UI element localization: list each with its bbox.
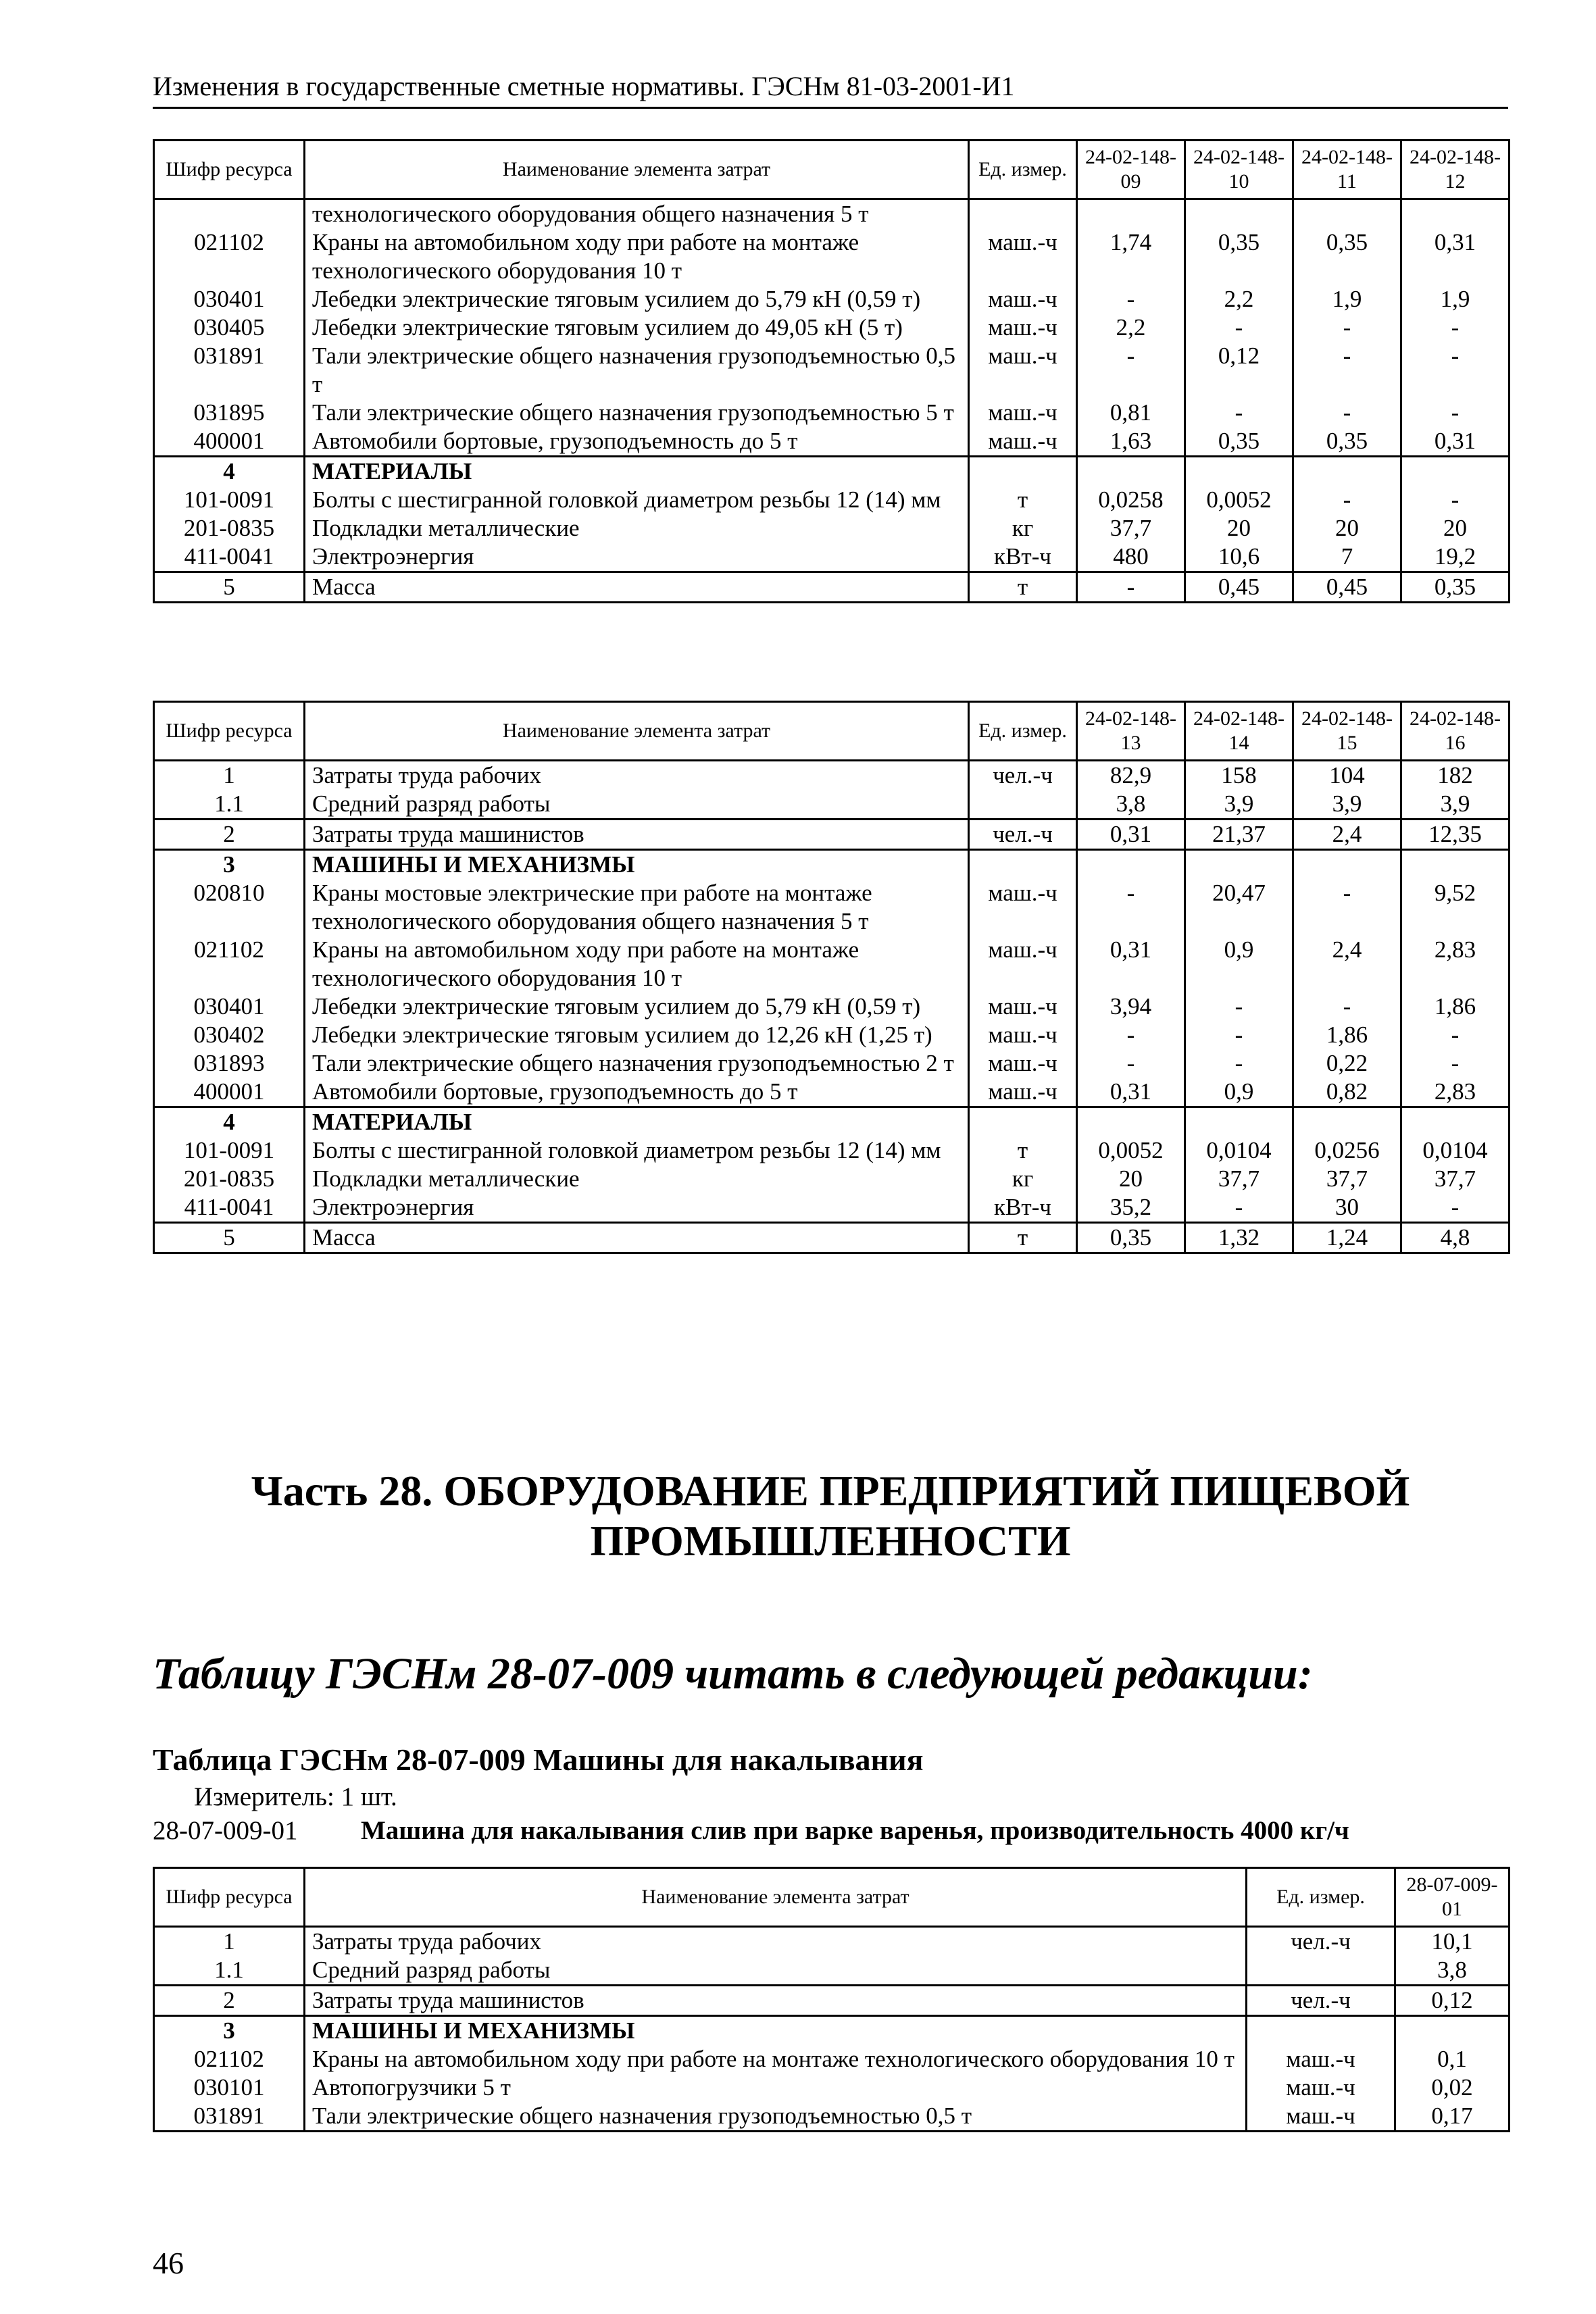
value-cell (1401, 199, 1510, 229)
unit-cell: кг (969, 1165, 1077, 1193)
value-cell (1185, 850, 1293, 880)
table-row (154, 2073, 1510, 2102)
value-cell (1293, 199, 1401, 229)
value-cell: 0,0104 (1401, 1136, 1510, 1165)
value-cell: - (1185, 1193, 1293, 1223)
value-cell: - (1401, 313, 1510, 342)
measure-unit: Измеритель: 1 шт. (194, 1782, 397, 1811)
unit-cell: маш.-ч (969, 285, 1077, 313)
cost-item-name: технологического оборудования общего назначения 5 т (305, 199, 969, 229)
unit-cell (1247, 1956, 1395, 1986)
resource-code: 5 (154, 1223, 305, 1253)
value-cell (1401, 1107, 1510, 1137)
column-header: Ед. измер. (969, 141, 1077, 199)
value-cell (1077, 457, 1185, 486)
table-row (154, 1021, 1510, 1049)
table-row (154, 199, 1510, 229)
value-cell: 0,35 (1077, 1223, 1185, 1253)
value-cell: - (1077, 879, 1185, 936)
cost-item-name: МАТЕРИАЛЫ (305, 1107, 969, 1137)
table-row (154, 1986, 1510, 2016)
cost-item-name: Краны на автомобильном ходу при работе на монтаже технологического оборудования 10 т (305, 936, 969, 992)
table-row (154, 285, 1510, 313)
resource-code: 400001 (154, 427, 305, 457)
value-cell: 2,83 (1401, 1078, 1510, 1107)
unit-cell: т (969, 572, 1077, 603)
column-header: Шифр ресурса (154, 1868, 305, 1927)
table-row (154, 879, 1510, 936)
unit-cell: чел.-ч (969, 820, 1077, 850)
value-cell: 20,47 (1185, 879, 1293, 936)
value-cell: 104 (1293, 761, 1401, 790)
value-cell: 21,37 (1185, 820, 1293, 850)
value-cell (1185, 457, 1293, 486)
value-cell: 0,35 (1293, 228, 1401, 285)
resource-code: 5 (154, 572, 305, 603)
value-cell: - (1077, 285, 1185, 313)
table-row (154, 2045, 1510, 2073)
resource-code: 021102 (154, 2045, 305, 2073)
table-row (154, 761, 1510, 790)
value-cell: - (1293, 486, 1401, 514)
resource-code: 1 (154, 1927, 305, 1957)
value-cell: 1,74 (1077, 228, 1185, 285)
cost-item-name: Лебедки электрические тяговым усилием до 12,26 кН (1,25 т) (305, 1021, 969, 1049)
value-cell: 0,35 (1293, 427, 1401, 457)
value-cell: 0,45 (1185, 572, 1293, 603)
column-header: Наименование элемента затрат (305, 141, 969, 199)
value-cell: - (1293, 342, 1401, 399)
value-cell: 182 (1401, 761, 1510, 790)
value-cell (1185, 1107, 1293, 1137)
unit-cell: маш.-ч (969, 1049, 1077, 1078)
unit-cell: маш.-ч (1247, 2045, 1395, 2073)
value-cell: - (1185, 313, 1293, 342)
resource-code: 030401 (154, 285, 305, 313)
value-cell: 0,82 (1293, 1078, 1401, 1107)
value-cell: 0,31 (1401, 427, 1510, 457)
cost-item-name: Подкладки металлические (305, 1165, 969, 1193)
table-row (154, 1136, 1510, 1165)
value-cell: 7 (1293, 543, 1401, 572)
resource-code: 031895 (154, 399, 305, 427)
cost-item-name: Краны на автомобильном ходу при работе на монтаже технологического оборудования 10 т (305, 2045, 1247, 2073)
column-header: Ед. измер. (1247, 1868, 1395, 1927)
value-cell: - (1077, 572, 1185, 603)
resource-code: 030402 (154, 1021, 305, 1049)
value-cell: 1,9 (1293, 285, 1401, 313)
value-cell (1077, 1107, 1185, 1137)
cost-item-name: Краны мостовые электрические при работе на монтаже технологического оборудования общего назначения 5 т (305, 879, 969, 936)
value-cell: 480 (1077, 543, 1185, 572)
value-cell: 2,2 (1077, 313, 1185, 342)
value-cell: 10,1 (1395, 1927, 1510, 1957)
value-cell: 20 (1401, 514, 1510, 543)
cost-item-name: Тали электрические общего назначения грузоподъемностью 5 т (305, 399, 969, 427)
resource-code: 2 (154, 1986, 305, 2016)
cost-item-name: Тали электрические общего назначения грузоподъемностью 0,5 т (305, 342, 969, 399)
resource-table-148-09-12 (153, 139, 1510, 603)
column-header: Шифр ресурса (154, 141, 305, 199)
resource-code: 101-0091 (154, 486, 305, 514)
table-row (154, 850, 1510, 880)
value-cell: 158 (1185, 761, 1293, 790)
header-rule (153, 107, 1508, 109)
resource-code: 020810 (154, 879, 305, 936)
read-as-instruction: Таблицу ГЭСНм 28-07-009 читать в следующей редакции: (153, 1649, 1313, 1699)
resource-code: 201-0835 (154, 1165, 305, 1193)
cost-item-name: Автопогрузчики 5 т (305, 2073, 1247, 2102)
cost-item-name: Лебедки электрические тяговым усилием до 5,79 кН (0,59 т) (305, 285, 969, 313)
cost-item-name: Затраты труда рабочих (305, 761, 969, 790)
value-cell (1077, 850, 1185, 880)
resource-code: 1.1 (154, 790, 305, 820)
value-cell: 4,8 (1401, 1223, 1510, 1253)
value-cell (1293, 457, 1401, 486)
value-cell: 82,9 (1077, 761, 1185, 790)
value-cell: 37,7 (1401, 1165, 1510, 1193)
column-header: 24-02-148-15 (1293, 702, 1401, 761)
value-cell (1293, 1107, 1401, 1137)
table-row (154, 514, 1510, 543)
resource-code: 030405 (154, 313, 305, 342)
cost-item-name: Средний разряд работы (305, 790, 969, 820)
table-row (154, 2102, 1510, 2132)
value-cell: 37,7 (1077, 514, 1185, 543)
cost-item-name: МАШИНЫ И МЕХАНИЗМЫ (305, 850, 969, 880)
value-cell (1293, 850, 1401, 880)
unit-cell: маш.-ч (969, 399, 1077, 427)
value-cell: 0,12 (1395, 1986, 1510, 2016)
resource-code: 021102 (154, 936, 305, 992)
value-cell: 3,9 (1293, 790, 1401, 820)
value-cell: 0,31 (1077, 820, 1185, 850)
value-cell: 0,22 (1293, 1049, 1401, 1078)
unit-cell: маш.-ч (1247, 2102, 1395, 2132)
unit-cell: маш.-ч (969, 992, 1077, 1021)
value-cell: 1,32 (1185, 1223, 1293, 1253)
value-cell: 2,4 (1293, 936, 1401, 992)
value-cell: 3,94 (1077, 992, 1185, 1021)
value-cell: - (1185, 1021, 1293, 1049)
table-row (154, 1165, 1510, 1193)
table-row (154, 1107, 1510, 1137)
value-cell: 1,24 (1293, 1223, 1401, 1253)
resource-code: 400001 (154, 1078, 305, 1107)
table-row (154, 228, 1510, 285)
resource-code: 411-0041 (154, 1193, 305, 1223)
table-row (154, 399, 1510, 427)
value-cell: - (1293, 399, 1401, 427)
table-row (154, 1223, 1510, 1253)
unit-cell: маш.-ч (969, 342, 1077, 399)
unit-cell (969, 850, 1077, 880)
value-cell: 0,0052 (1077, 1136, 1185, 1165)
value-cell: 35,2 (1077, 1193, 1185, 1223)
unit-cell: кВт-ч (969, 543, 1077, 572)
value-cell: 10,6 (1185, 543, 1293, 572)
cost-item-name: МАШИНЫ И МЕХАНИЗМЫ (305, 2016, 1247, 2046)
value-cell: 0,0256 (1293, 1136, 1401, 1165)
cost-item-name: Средний разряд работы (305, 1956, 1247, 1986)
value-cell: 1,86 (1293, 1021, 1401, 1049)
table-title: Таблица ГЭСНм 28-07-009 Машины для накалывания (153, 1742, 924, 1777)
table-header-row (154, 702, 1510, 761)
unit-cell: маш.-ч (1247, 2073, 1395, 2102)
value-cell: 20 (1185, 514, 1293, 543)
value-cell: 0,0258 (1077, 486, 1185, 514)
value-cell: 20 (1077, 1165, 1185, 1193)
value-cell: 0,1 (1395, 2045, 1510, 2073)
resource-code: 031891 (154, 2102, 305, 2132)
resource-code: 031891 (154, 342, 305, 399)
value-cell: 12,35 (1401, 820, 1510, 850)
value-cell: - (1401, 1021, 1510, 1049)
resource-code: 4 (154, 457, 305, 486)
value-cell: - (1185, 399, 1293, 427)
value-cell: 0,17 (1395, 2102, 1510, 2132)
cost-item-name: Электроэнергия (305, 543, 969, 572)
value-cell: 0,31 (1401, 228, 1510, 285)
unit-cell: чел.-ч (1247, 1986, 1395, 2016)
cost-item-name: Краны на автомобильном ходу при работе на монтаже технологического оборудования 10 т (305, 228, 969, 285)
unit-cell: маш.-ч (969, 879, 1077, 936)
column-header: Шифр ресурса (154, 702, 305, 761)
resource-code: 1.1 (154, 1956, 305, 1986)
unit-cell (969, 1107, 1077, 1137)
table-row (154, 936, 1510, 992)
value-cell: - (1401, 486, 1510, 514)
value-cell: 2,83 (1401, 936, 1510, 992)
table-row (154, 1956, 1510, 1986)
value-cell: 37,7 (1293, 1165, 1401, 1193)
table-row (154, 486, 1510, 514)
norm-description: Машина для накалывания слив при варке варенья, производительность 4000 кг/ч (361, 1816, 1349, 1845)
unit-cell (1247, 2016, 1395, 2046)
unit-cell: т (969, 1136, 1077, 1165)
resource-code: 411-0041 (154, 543, 305, 572)
cost-item-name: Тали электрические общего назначения грузоподъемностью 2 т (305, 1049, 969, 1078)
value-cell (1395, 2016, 1510, 2046)
value-cell: 0,81 (1077, 399, 1185, 427)
value-cell: 0,31 (1077, 936, 1185, 992)
cost-item-name: Автомобили бортовые, грузоподъемность до 5 т (305, 1078, 969, 1107)
value-cell: 3,9 (1185, 790, 1293, 820)
table-row (154, 1193, 1510, 1223)
unit-cell: маш.-ч (969, 1021, 1077, 1049)
value-cell: 0,45 (1293, 572, 1401, 603)
value-cell: - (1293, 879, 1401, 936)
cost-item-name: Затраты труда машинистов (305, 820, 969, 850)
norm-code: 28-07-009-01 (153, 1816, 298, 1845)
resource-code: 2 (154, 820, 305, 850)
resource-code: 101-0091 (154, 1136, 305, 1165)
value-cell: 20 (1293, 514, 1401, 543)
unit-cell: т (969, 1223, 1077, 1253)
resource-code: 201-0835 (154, 514, 305, 543)
value-cell: 37,7 (1185, 1165, 1293, 1193)
table-row (154, 1927, 1510, 1957)
value-cell: - (1077, 1021, 1185, 1049)
unit-cell: кг (969, 514, 1077, 543)
column-header: 24-02-148-09 (1077, 141, 1185, 199)
value-cell: - (1401, 399, 1510, 427)
cost-item-name: Автомобили бортовые, грузоподъемность до 5 т (305, 427, 969, 457)
column-header: 24-02-148-11 (1293, 141, 1401, 199)
value-cell: 0,0052 (1185, 486, 1293, 514)
cost-item-name: МАТЕРИАЛЫ (305, 457, 969, 486)
resource-code: 3 (154, 850, 305, 880)
table-row (154, 790, 1510, 820)
norm-code-line (153, 1815, 1349, 1846)
value-cell: - (1293, 313, 1401, 342)
unit-cell: чел.-ч (969, 761, 1077, 790)
value-cell: 3,8 (1077, 790, 1185, 820)
value-cell (1401, 850, 1510, 880)
value-cell: 9,52 (1401, 879, 1510, 936)
value-cell (1401, 457, 1510, 486)
column-header: 24-02-148-10 (1185, 141, 1293, 199)
resource-code: 021102 (154, 228, 305, 285)
unit-cell: чел.-ч (1247, 1927, 1395, 1957)
table-row (154, 342, 1510, 399)
page-number: 46 (153, 2246, 184, 2280)
value-cell: 0,9 (1185, 1078, 1293, 1107)
resource-code: 4 (154, 1107, 305, 1137)
resource-code: 3 (154, 2016, 305, 2046)
resource-code: 1 (154, 761, 305, 790)
running-header: Изменения в государственные сметные нормативы. ГЭСНм 81-03-2001-И1 (153, 71, 1015, 101)
value-cell (1185, 199, 1293, 229)
value-cell: 3,9 (1401, 790, 1510, 820)
table-row (154, 457, 1510, 486)
value-cell: - (1077, 342, 1185, 399)
part-title: Часть 28. ОБОРУДОВАНИЕ ПРЕДПРИЯТИЙ ПИЩЕВОЙ ПРОМЫШЛЕННОСТИ (251, 1467, 1410, 1565)
unit-cell: маш.-ч (969, 1078, 1077, 1107)
table-row (154, 427, 1510, 457)
resource-code: 031893 (154, 1049, 305, 1078)
unit-cell: маш.-ч (969, 228, 1077, 285)
column-header: Наименование элемента затрат (305, 702, 969, 761)
cost-item-name: Лебедки электрические тяговым усилием до 5,79 кН (0,59 т) (305, 992, 969, 1021)
cost-item-name: Болты с шестигранной головкой диаметром резьбы 12 (14) мм (305, 1136, 969, 1165)
value-cell: - (1185, 992, 1293, 1021)
value-cell (1077, 199, 1185, 229)
value-cell: 0,12 (1185, 342, 1293, 399)
unit-cell: маш.-ч (969, 936, 1077, 992)
resource-code (154, 199, 305, 229)
value-cell: 1,63 (1077, 427, 1185, 457)
table-row (154, 2016, 1510, 2046)
value-cell: 0,35 (1185, 228, 1293, 285)
resource-code: 030101 (154, 2073, 305, 2102)
value-cell: 2,2 (1185, 285, 1293, 313)
value-cell: 0,9 (1185, 936, 1293, 992)
table-row (154, 543, 1510, 572)
column-header: 24-02-148-12 (1401, 141, 1510, 199)
value-cell: 1,9 (1401, 285, 1510, 313)
column-header: 24-02-148-16 (1401, 702, 1510, 761)
value-cell: 0,02 (1395, 2073, 1510, 2102)
column-header: 24-02-148-14 (1185, 702, 1293, 761)
cost-item-name: Тали электрические общего назначения грузоподъемностью 0,5 т (305, 2102, 1247, 2132)
unit-cell: т (969, 486, 1077, 514)
table-row (154, 820, 1510, 850)
unit-cell (969, 790, 1077, 820)
table-row (154, 1078, 1510, 1107)
table-row (154, 1049, 1510, 1078)
table-row (154, 992, 1510, 1021)
table-row (154, 313, 1510, 342)
cost-item-name: Масса (305, 572, 969, 603)
value-cell: - (1401, 342, 1510, 399)
column-header: 24-02-148-13 (1077, 702, 1185, 761)
unit-cell: маш.-ч (969, 427, 1077, 457)
cost-item-name: Лебедки электрические тяговым усилием до 49,05 кН (5 т) (305, 313, 969, 342)
resource-table-28-07-009 (153, 1867, 1510, 2132)
value-cell: 19,2 (1401, 543, 1510, 572)
column-header: Наименование элемента затрат (305, 1868, 1247, 1927)
unit-cell: кВт-ч (969, 1193, 1077, 1223)
value-cell: 0,31 (1077, 1078, 1185, 1107)
value-cell: 2,4 (1293, 820, 1401, 850)
column-header: Ед. измер. (969, 702, 1077, 761)
value-cell: - (1185, 1049, 1293, 1078)
unit-cell (969, 457, 1077, 486)
value-cell: 0,35 (1401, 572, 1510, 603)
column-header: 28-07-009-01 (1395, 1868, 1510, 1927)
unit-cell (969, 199, 1077, 229)
value-cell: - (1293, 992, 1401, 1021)
value-cell: - (1401, 1193, 1510, 1223)
cost-item-name: Масса (305, 1223, 969, 1253)
resource-table-148-13-16 (153, 701, 1510, 1254)
value-cell: - (1077, 1049, 1185, 1078)
table-header-row (154, 141, 1510, 199)
value-cell: 0,0104 (1185, 1136, 1293, 1165)
cost-item-name: Подкладки металлические (305, 514, 969, 543)
cost-item-name: Электроэнергия (305, 1193, 969, 1223)
cost-item-name: Затраты труда рабочих (305, 1927, 1247, 1957)
cost-item-name: Затраты труда машинистов (305, 1986, 1247, 2016)
cost-item-name: Болты с шестигранной головкой диаметром резьбы 12 (14) мм (305, 486, 969, 514)
table-header-row (154, 1868, 1510, 1927)
resource-code: 030401 (154, 992, 305, 1021)
table-row (154, 572, 1510, 603)
unit-cell: маш.-ч (969, 313, 1077, 342)
value-cell: 30 (1293, 1193, 1401, 1223)
value-cell: - (1401, 1049, 1510, 1078)
value-cell: 1,86 (1401, 992, 1510, 1021)
value-cell: 3,8 (1395, 1956, 1510, 1986)
value-cell: 0,35 (1185, 427, 1293, 457)
